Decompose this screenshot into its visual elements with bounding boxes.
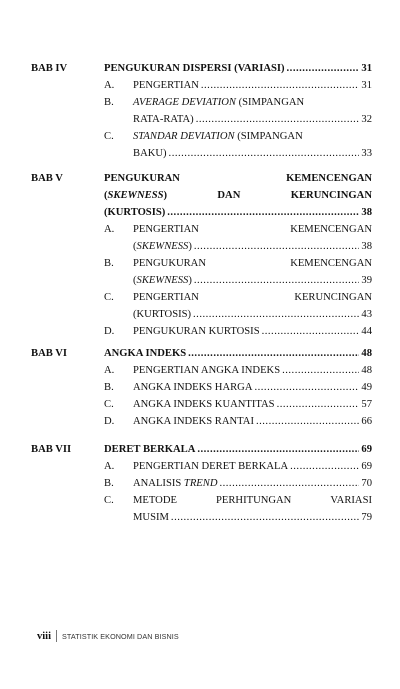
entry-letter: A. [104, 224, 115, 235]
entry-letter: A. [104, 365, 115, 376]
leader-dots [290, 458, 359, 475]
entry-title-italic: STANDAR DEVIATION (SIMPANGAN [133, 131, 303, 142]
page-number: 38 [361, 241, 372, 252]
chapter-title-line[interactable]: (SKEWNESS) DAN KERUNCINGAN [104, 190, 372, 201]
entry-title-italic: AVERAGE DEVIATION (SIMPANGAN [133, 97, 305, 108]
page-footer [37, 630, 179, 642]
entry-letter: C. [104, 399, 114, 410]
page-number: 38 [361, 207, 372, 218]
chapter-title-line[interactable] [104, 441, 372, 458]
page-number: 79 [361, 512, 372, 523]
entry-title: PENGERTIAN DERET BERKALA [133, 461, 289, 472]
page-number: 70 [361, 478, 372, 489]
entry-title-cont: (KURTOSIS) [133, 309, 192, 320]
entry-letter: B. [104, 258, 114, 269]
entry-title: METODE PERHITUNGAN VARIASI [133, 495, 372, 506]
entry-title: PENGERTIAN ANGKA INDEKS [133, 365, 281, 376]
chapter-title-line[interactable] [104, 345, 372, 362]
page-number: 33 [361, 148, 372, 159]
entry-letter: C. [104, 131, 114, 142]
entry-letter: A. [104, 461, 115, 472]
toc-entry[interactable] [104, 362, 372, 379]
footer-divider [56, 630, 57, 642]
chapter-title-line[interactable]: PENGUKURAN KEMENCENGAN [104, 173, 372, 184]
chapter-title: (KURTOSIS) [104, 207, 166, 218]
chapter-label: BAB VI [31, 348, 68, 359]
page-number: 32 [361, 114, 372, 125]
leader-dots [194, 238, 360, 255]
chapter-title-line[interactable] [104, 204, 372, 221]
page-number: 44 [361, 326, 372, 337]
leader-dots [287, 60, 360, 77]
footer-page-number: viii [37, 630, 52, 642]
entry-title: ANALISIS TREND [133, 478, 218, 489]
toc-entry[interactable] [104, 492, 372, 526]
entry-title-cont: RATA-RATA) [133, 114, 194, 125]
leader-dots [197, 441, 359, 458]
entry-title: PENGERTIAN KERUNCINGAN [133, 292, 372, 303]
entry-title-cont: BAKU) [133, 148, 167, 159]
footer-book-title: STATISTIK EKONOMI DAN BISNIS [62, 631, 179, 641]
page-number: 66 [361, 416, 372, 427]
page-number: 31 [361, 80, 372, 91]
chapter-label: BAB VII [31, 444, 72, 455]
toc-entry[interactable] [104, 458, 372, 475]
page-number: 69 [361, 444, 372, 455]
toc-entry[interactable] [104, 128, 372, 162]
leader-dots [256, 413, 359, 430]
page-number: 57 [361, 399, 372, 410]
chapter-label: BAB V [31, 173, 63, 184]
toc-entry[interactable] [104, 323, 372, 340]
leader-dots [194, 272, 360, 289]
entry-title: ANGKA INDEKS KUANTITAS [133, 399, 275, 410]
entry-title-cont: MUSIM [133, 512, 169, 523]
toc-entry[interactable] [104, 289, 372, 323]
entry-letter: D. [104, 326, 115, 337]
page-number: 43 [361, 309, 372, 320]
entry-letter: D. [104, 416, 115, 427]
leader-dots [277, 396, 360, 413]
toc-entry[interactable] [104, 94, 372, 128]
chapter-title-line[interactable] [104, 60, 372, 77]
page-number: 48 [361, 348, 372, 359]
leader-dots [193, 306, 359, 323]
entry-letter: B. [104, 478, 114, 489]
entry-letter: A. [104, 80, 115, 91]
leader-dots [196, 111, 360, 128]
toc-entry[interactable] [104, 413, 372, 430]
leader-dots [262, 323, 360, 340]
toc-entry[interactable] [104, 77, 372, 94]
leader-dots [188, 345, 359, 362]
entry-letter: C. [104, 292, 114, 303]
leader-dots [169, 145, 360, 162]
entry-title: PENGUKURAN KURTOSIS [133, 326, 260, 337]
entry-title: PENGERTIAN KEMENCENGAN [133, 224, 372, 235]
entry-title-cont: (SKEWNESS) [133, 241, 192, 252]
toc-entry[interactable] [104, 396, 372, 413]
entry-letter: B. [104, 97, 114, 108]
entry-title: PENGUKURAN KEMENCENGAN [133, 258, 372, 269]
page-number: 49 [361, 382, 372, 393]
chapter-title: DERET BERKALA [104, 444, 196, 455]
chapter-title: ANGKA INDEKS [104, 348, 187, 359]
page-number: 31 [361, 63, 372, 74]
leader-dots [167, 204, 359, 221]
entry-letter: C. [104, 495, 114, 506]
chapter-title: PENGUKURAN DISPERSI (VARIASI) [104, 63, 285, 74]
entry-title-cont: (SKEWNESS) [133, 275, 192, 286]
leader-dots [219, 475, 359, 492]
leader-dots [201, 77, 360, 94]
leader-dots [254, 379, 359, 396]
leader-dots [282, 362, 359, 379]
leader-dots [171, 509, 359, 526]
toc-entry[interactable] [104, 475, 372, 492]
page-number: 39 [361, 275, 372, 286]
page-number: 69 [361, 461, 372, 472]
entry-title: ANGKA INDEKS HARGA [133, 382, 253, 393]
entry-title: PENGERTIAN [133, 80, 199, 91]
entry-letter: B. [104, 382, 114, 393]
page-number: 48 [361, 365, 372, 376]
toc-entry[interactable] [104, 379, 372, 396]
toc-entry[interactable] [104, 221, 372, 255]
entry-title: ANGKA INDEKS RANTAI [133, 416, 254, 427]
toc-entry[interactable] [104, 255, 372, 289]
chapter-label: BAB IV [31, 63, 68, 74]
